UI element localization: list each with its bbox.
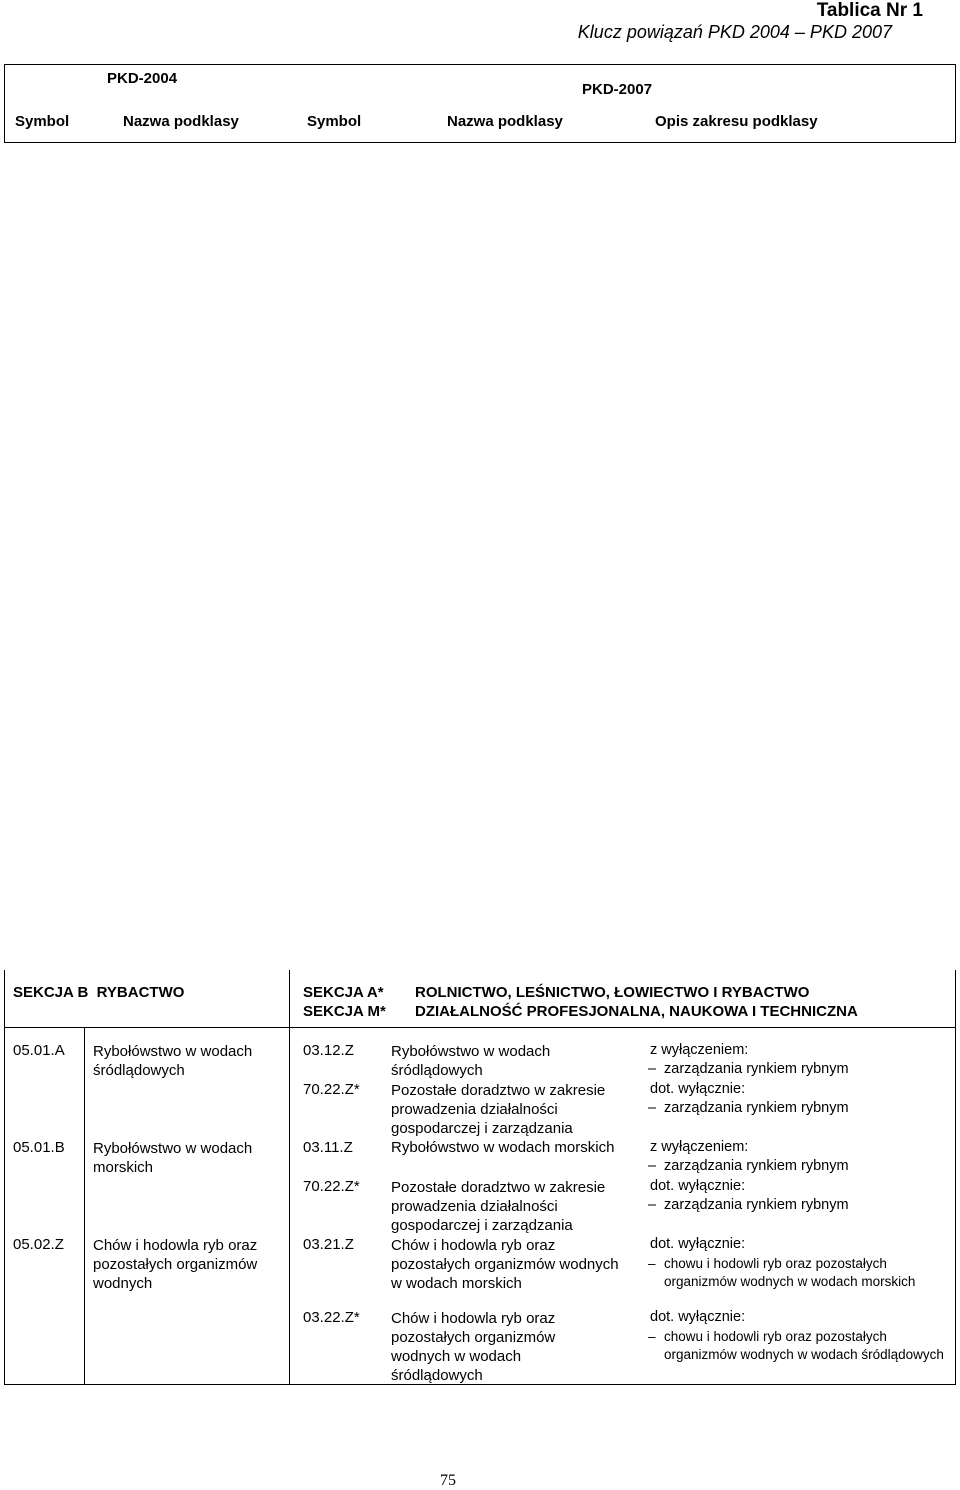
- header-col-description: Opis zakresu podklasy: [655, 113, 818, 130]
- section-code-m: SEKCJA M*: [303, 1003, 386, 1020]
- pkd2007-symbol: 03.12.Z: [303, 1042, 354, 1059]
- pkd2007-name: Rybołówstwo w wodach śródlądowych: [391, 1043, 551, 1079]
- pkd2007-desc-item: – zarządzania rynkiem rybnym: [664, 1158, 849, 1174]
- pkd2004-symbol: 05.02.Z: [13, 1236, 64, 1253]
- header-group-pkd2007: PKD-2007: [582, 81, 653, 98]
- pkd2007-desc-item: – zarządzania rynkiem rybnym: [664, 1061, 849, 1077]
- pkd2007-name: Chów i hodowla ryb oraz pozostałych organizmów wodnych w wodach śródlądowych: [391, 1310, 556, 1384]
- pkd2007-name: Chów i hodowla ryb oraz pozostałych organizmów wodnych w wodach morskich: [391, 1237, 619, 1292]
- pkd2004-name: Rybołówstwo w wodach morskich: [93, 1140, 253, 1176]
- pkd2007-desc-label: dot. wyłącznie:: [650, 1236, 746, 1252]
- pkd2007-desc-label: z wyłączeniem:: [650, 1139, 749, 1155]
- pkd2007-symbol: 70.22.Z*: [303, 1081, 360, 1098]
- pkd2007-name: Pozostałe doradztwo w zakresie prowadzenia działalności gospodarczej i zarządzania: [391, 1179, 606, 1234]
- pkd2007-symbol: 03.22.Z*: [303, 1309, 360, 1326]
- pkd2007-name: Pozostałe doradztwo w zakresie prowadzenia działalności gospodarczej i zarządzania: [391, 1082, 606, 1137]
- header-col-name-2004: Nazwa podklasy: [123, 113, 239, 130]
- page-title: Tablica Nr 1: [816, 0, 923, 21]
- pkd2007-symbol: 70.22.Z*: [303, 1178, 360, 1195]
- pkd2007-name: Rybołówstwo w wodach morskich: [391, 1139, 615, 1156]
- pkd2007-desc-item: – zarządzania rynkiem rybnym: [664, 1100, 849, 1116]
- pkd2004-symbol: 05.01.A: [13, 1042, 65, 1059]
- pkd2007-desc-item: – chowu i hodowli ryb oraz pozostałych organizmów wodnych w wodach śródlądowych: [664, 1328, 946, 1363]
- pkd2004-name: Rybołówstwo w wodach śródlądowych: [93, 1043, 253, 1079]
- pkd2007-desc-item: – chowu i hodowli ryb oraz pozostałych organizmów wodnych w wodach morskich: [664, 1255, 946, 1290]
- page-number: 75: [440, 1472, 456, 1489]
- header-col-symbol-2004: Symbol: [15, 113, 70, 130]
- section-left: SEKCJA B RYBACTWO: [13, 984, 185, 1001]
- section-name-m: DZIAŁALNOŚĆ PROFESJONALNA, NAUKOWA I TECHNICZNA: [415, 1003, 858, 1020]
- pkd2004-symbol: 05.01.B: [13, 1139, 65, 1156]
- header-col-symbol-2007: Symbol: [307, 113, 362, 130]
- header-group-pkd2004: PKD-2004: [107, 70, 178, 87]
- pkd2007-symbol: 03.21.Z: [303, 1236, 354, 1253]
- pkd2007-symbol: 03.11.Z: [303, 1139, 353, 1156]
- pkd2007-desc-label: dot. wyłącznie:: [650, 1309, 746, 1325]
- header-col-name-2007: Nazwa podklasy: [447, 113, 563, 130]
- section-name-a: ROLNICTWO, LEŚNICTWO, ŁOWIECTWO I RYBACTWO: [415, 984, 810, 1001]
- pkd2007-desc-label: dot. wyłącznie:: [650, 1081, 746, 1097]
- page-subtitle: Klucz powiązań PKD 2004 – PKD 2007: [577, 22, 892, 42]
- pkd2007-desc-label: dot. wyłącznie:: [650, 1178, 746, 1194]
- section-code-a: SEKCJA A*: [303, 984, 384, 1001]
- pkd2007-desc-item: – zarządzania rynkiem rybnym: [664, 1197, 849, 1213]
- pkd2007-desc-label: z wyłączeniem:: [650, 1042, 749, 1058]
- pkd2004-name: Chów i hodowla ryb oraz pozostałych organizmów wodnych: [93, 1237, 258, 1292]
